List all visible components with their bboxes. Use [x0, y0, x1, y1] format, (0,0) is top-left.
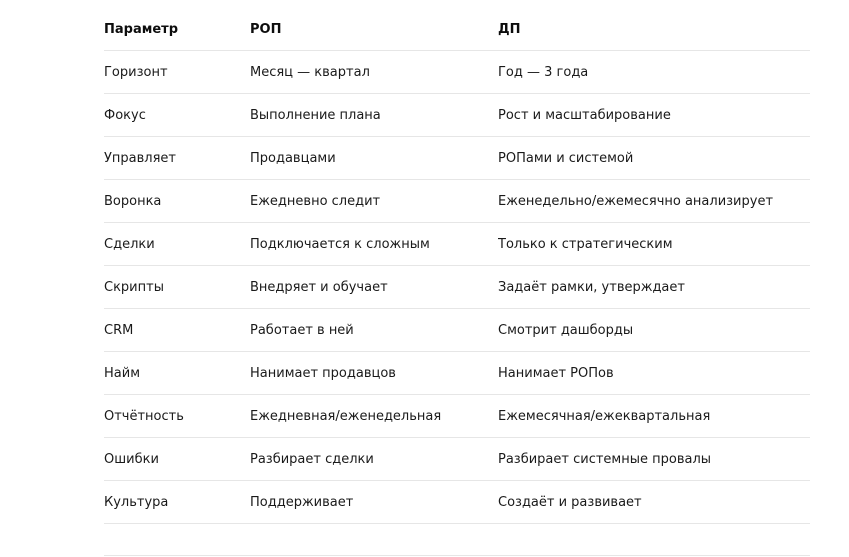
cell-rop: Ежедневно следит	[250, 180, 498, 223]
cell-rop: Нанимает продавцов	[250, 352, 498, 395]
table-header-row	[104, 8, 810, 51]
cell-parameter: Фокус	[104, 94, 250, 137]
cell-rop: Выполнение плана	[250, 94, 498, 137]
table-row	[104, 51, 810, 94]
cell-parameter: Воронка	[104, 180, 250, 223]
cell-parameter: Культура	[104, 481, 250, 524]
cell-rop: Внедряет и обучает	[250, 266, 498, 309]
cell-parameter: Скрипты	[104, 266, 250, 309]
cell-dp: Еженедельно/ежемесячно анализирует	[498, 180, 810, 223]
cell-parameter: Горизонт	[104, 51, 250, 94]
comparison-table	[104, 8, 810, 524]
cell-rop: Работает в ней	[250, 309, 498, 352]
table-row	[104, 481, 810, 524]
cell-dp: Смотрит дашборды	[498, 309, 810, 352]
table-row	[104, 352, 810, 395]
cell-dp: Рост и масштабирование	[498, 94, 810, 137]
header-dp: ДП	[498, 8, 810, 51]
cell-dp: Год — 3 года	[498, 51, 810, 94]
cell-parameter: Управляет	[104, 137, 250, 180]
cell-dp: Только к стратегическим	[498, 223, 810, 266]
header-rop: РОП	[250, 8, 498, 51]
comparison-table-container	[104, 8, 810, 524]
table-row	[104, 137, 810, 180]
cell-dp: Нанимает РОПов	[498, 352, 810, 395]
table-row	[104, 180, 810, 223]
section-divider	[104, 555, 810, 556]
cell-dp: Задаёт рамки, утверждает	[498, 266, 810, 309]
cell-parameter: Отчётность	[104, 395, 250, 438]
cell-rop: Месяц — квартал	[250, 51, 498, 94]
cell-rop: Подключается к сложным	[250, 223, 498, 266]
header-parameter: Параметр	[104, 8, 250, 51]
cell-rop: Разбирает сделки	[250, 438, 498, 481]
cell-rop: Поддерживает	[250, 481, 498, 524]
table-row	[104, 395, 810, 438]
cell-dp: Создаёт и развивает	[498, 481, 810, 524]
cell-parameter: CRM	[104, 309, 250, 352]
table-row	[104, 309, 810, 352]
cell-rop: Ежедневная/еженедельная	[250, 395, 498, 438]
table-body	[104, 51, 810, 524]
cell-parameter: Ошибки	[104, 438, 250, 481]
table-row	[104, 94, 810, 137]
table-header	[104, 8, 810, 51]
cell-rop: Продавцами	[250, 137, 498, 180]
cell-dp: Ежемесячная/ежеквартальная	[498, 395, 810, 438]
cell-dp: РОПами и системой	[498, 137, 810, 180]
cell-parameter: Найм	[104, 352, 250, 395]
table-row	[104, 438, 810, 481]
table-row	[104, 223, 810, 266]
cell-dp: Разбирает системные провалы	[498, 438, 810, 481]
table-row	[104, 266, 810, 309]
cell-parameter: Сделки	[104, 223, 250, 266]
